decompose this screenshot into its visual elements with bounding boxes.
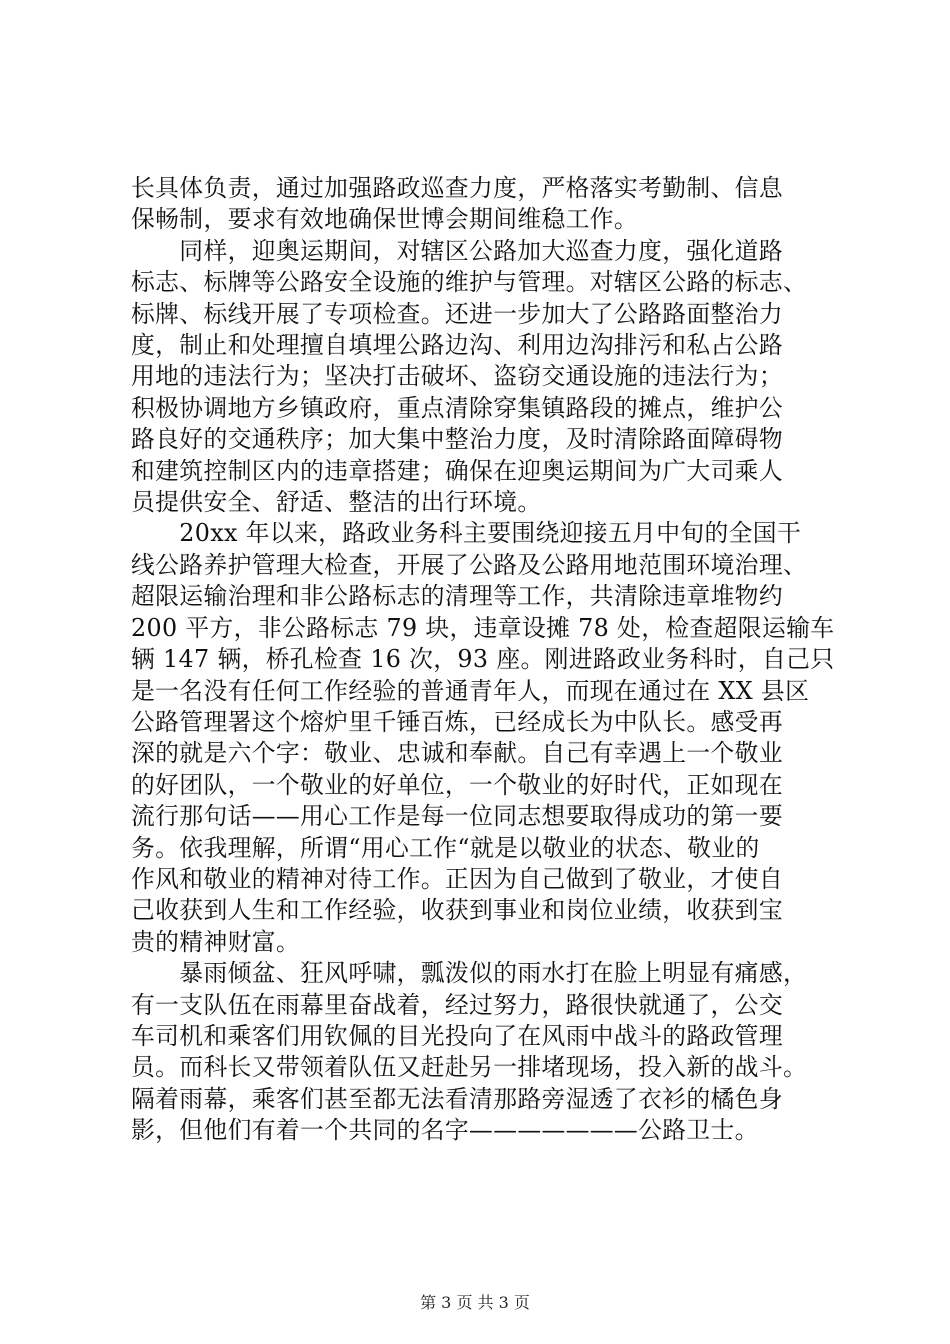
document-body (131, 173, 845, 1147)
text-line: 长具体负责，通过加强路政巡查力度，严格落实考勤制、信息 (131, 174, 783, 202)
page-footer: 第 3 页 共 3 页 (420, 1293, 530, 1312)
text-line: 20xx 年以来，路政业务科主要围绕迎接五月中旬的全国干 (131, 519, 802, 548)
text-line: 贵的精神财富。 (131, 927, 301, 956)
paragraph (131, 236, 845, 519)
text-line: 公路管理署这个熔炉里千锤百炼，已经成长为中队长。感受再 (131, 707, 783, 736)
text-line: 标牌、标线开展了专项检查。还进一步加大了公路路面整治力 (131, 299, 783, 328)
text-line: 和建筑控制区内的违章搭建；确保在迎奥运期间为广大司乘人 (131, 456, 783, 485)
text-line: 用地的违法行为；坚决打击破坏、盗窃交通设施的违法行为； (131, 362, 783, 391)
text-line: 流行那句话——用心工作是每一位同志想要取得成功的第一要 (131, 802, 783, 831)
text-line: 影，但他们有着一个共同的名字———————公路卫士。 (131, 1116, 759, 1145)
text-line: 线公路养护管理大检查，开展了公路及公路用地范围环境治理、 (131, 550, 808, 579)
paragraph (131, 518, 845, 958)
text-line: 积极协调地方乡镇政府，重点清除穿集镇路段的摊点，维护公 (131, 393, 783, 422)
text-line: 的好团队，一个敬业的好单位，一个敬业的好时代，正如现在 (131, 770, 783, 799)
text-line: 200 平方，非公路标志 79 块，违章设摊 78 处，检查超限运输车 (131, 613, 835, 642)
text-line: 超限运输治理和非公路标志的清理等工作，共清除违章堆物约 (131, 582, 783, 611)
text-line: 深的就是六个字：敬业、忠诚和奉献。自己有幸遇上一个敬业 (131, 739, 783, 768)
text-line: 员提供安全、舒适、整洁的出行环境。 (131, 488, 542, 517)
text-line: 是一名没有任何工作经验的普通青年人，而现在通过在 XX 县区 (131, 676, 810, 705)
text-line: 保畅制，要求有效地确保世博会期间维稳工作。 (131, 205, 639, 234)
text-line: 暴雨倾盆、狂风呼啸，瓢泼似的雨水打在脸上明显有痛感， (131, 959, 808, 988)
paragraph (131, 958, 845, 1146)
text-line: 隔着雨幕，乘客们甚至都无法看清那路旁湿透了衣衫的橘色身 (131, 1084, 783, 1113)
text-line: 度，制止和处理擅自填埋公路边沟、利用边沟排污和私占公路 (131, 331, 783, 360)
text-line: 标志、标牌等公路安全设施的维护与管理。对辖区公路的标志、 (131, 268, 808, 297)
text-line: 作风和敬业的精神对待工作。正因为自己做到了敬业，才使自 (131, 864, 783, 893)
text-line: 员。而科长又带领着队伍又赶赴另一排堵现场，投入新的战斗。 (131, 1053, 808, 1082)
text-line: 务。依我理解，所谓“用心工作“就是以敬业的状态、敬业的 (131, 833, 760, 862)
text-line: 有一支队伍在雨幕里奋战着，经过努力，路很快就通了，公交 (131, 990, 783, 1019)
paragraph (131, 173, 845, 236)
text-line: 辆 147 辆，桥孔检查 16 次，93 座。刚进路政业务科时，自己只 (131, 645, 835, 674)
text-line: 己收获到人生和工作经验，收获到事业和岗位业绩，收获到宝 (131, 896, 783, 925)
text-line: 车司机和乘客们用钦佩的目光投向了在风雨中战斗的路政管理 (131, 1021, 783, 1050)
text-line: 路良好的交通秩序；加大集中整治力度，及时清除路面障碍物 (131, 425, 783, 454)
text-line: 同样，迎奥运期间，对辖区公路加大巡查力度，强化道路 (131, 236, 783, 265)
